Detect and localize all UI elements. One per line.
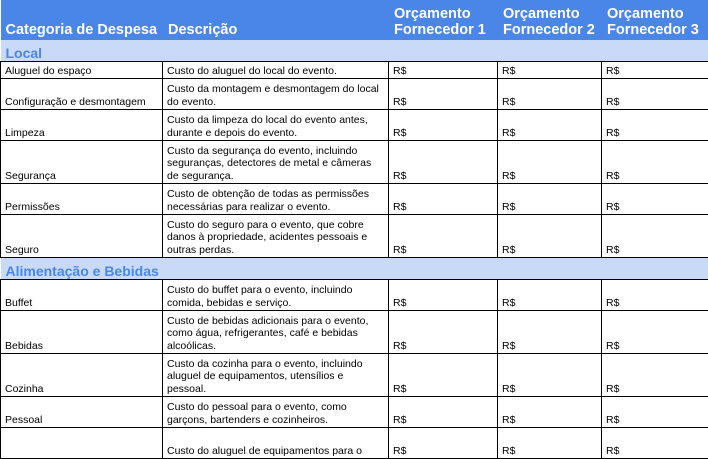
supplier-3-cell[interactable]: R$ [602,110,708,141]
supplier-2-cell[interactable]: R$ [498,397,602,428]
supplier-1-cell[interactable]: R$ [389,428,498,459]
supplier-2-cell[interactable]: R$ [498,62,602,79]
supplier-1-cell[interactable]: R$ [389,62,498,79]
description-cell[interactable]: Custo da montagem e desmontagem do local do evento. [163,79,389,110]
header-supplier-2[interactable]: Orçamento Fornecedor 2 [498,0,602,40]
category-cell[interactable]: Permissões [1,184,163,215]
supplier-1-cell[interactable]: R$ [389,354,498,397]
category-cell[interactable]: Pessoal [1,397,163,428]
supplier-3-cell[interactable]: R$ [602,354,708,397]
header-description[interactable]: Descrição [163,0,389,40]
header-supplier-1[interactable]: Orçamento Fornecedor 1 [389,0,498,40]
supplier-1-cell[interactable]: R$ [389,79,498,110]
supplier-3-cell[interactable]: R$ [602,62,708,79]
table-row [1,397,708,428]
supplier-3-cell[interactable]: R$ [602,428,708,459]
supplier-3-cell[interactable]: R$ [602,311,708,354]
description-cell[interactable]: Custo do aluguel de equipamentos para o [163,428,389,459]
table-row [1,79,708,110]
table-row [1,428,708,459]
table-row [1,110,708,141]
table-row [1,354,708,397]
table-row [1,215,708,258]
table-row [1,184,708,215]
description-cell[interactable]: Custo da segurança do evento, incluindo seguranças, detectores de metal e câmeras de segurança. [163,141,389,184]
supplier-2-cell[interactable]: R$ [498,311,602,354]
supplier-3-cell[interactable]: R$ [602,141,708,184]
table-row [1,280,708,311]
supplier-2-cell[interactable]: R$ [498,79,602,110]
description-cell[interactable]: Custo de obtenção de todas as permissões necessárias para realizar o evento. [163,184,389,215]
supplier-1-cell[interactable]: R$ [389,110,498,141]
table-row [1,311,708,354]
section-row [1,40,708,62]
supplier-3-cell[interactable]: R$ [602,280,708,311]
header-category[interactable]: Categoria de Despesa [1,0,163,40]
supplier-2-cell[interactable]: R$ [498,141,602,184]
table-row [1,141,708,184]
category-cell[interactable]: Limpeza [1,110,163,141]
supplier-3-cell[interactable]: R$ [602,79,708,110]
supplier-3-cell[interactable]: R$ [602,397,708,428]
section-row [1,258,708,280]
supplier-2-cell[interactable]: R$ [498,215,602,258]
description-cell[interactable]: Custo de bebidas adicionais para o evento, como água, refrigerantes, café e bebidas alcoólicas. [163,311,389,354]
category-cell[interactable]: Buffet [1,280,163,311]
category-cell[interactable]: Configuração e desmontagem [1,79,163,110]
supplier-2-cell[interactable]: R$ [498,184,602,215]
description-cell[interactable]: Custo do buffet para o evento, incluindo comida, bebidas e serviço. [163,280,389,311]
supplier-1-cell[interactable]: R$ [389,215,498,258]
description-cell[interactable]: Custo do seguro para o evento, que cobre danos à propriedade, acidentes pessoais e outras perdas. [163,215,389,258]
header-row [1,0,708,40]
section-title[interactable]: Local [1,40,708,62]
category-cell[interactable]: Bebidas [1,311,163,354]
supplier-3-cell[interactable]: R$ [602,184,708,215]
section-title[interactable]: Alimentação e Bebidas [1,258,708,280]
supplier-1-cell[interactable]: R$ [389,397,498,428]
supplier-2-cell[interactable]: R$ [498,354,602,397]
table-row [1,62,708,79]
description-cell[interactable]: Custo da cozinha para o evento, incluindo aluguel de equipamentos, utensílios e pessoal. [163,354,389,397]
header-supplier-3[interactable]: Orçamento Fornecedor 3 [602,0,708,40]
category-cell[interactable]: Seguro [1,215,163,258]
supplier-1-cell[interactable]: R$ [389,311,498,354]
supplier-3-cell[interactable]: R$ [602,215,708,258]
supplier-2-cell[interactable]: R$ [498,110,602,141]
category-cell[interactable] [1,428,163,459]
supplier-1-cell[interactable]: R$ [389,280,498,311]
category-cell[interactable]: Cozinha [1,354,163,397]
supplier-2-cell[interactable]: R$ [498,428,602,459]
supplier-1-cell[interactable]: R$ [389,184,498,215]
supplier-2-cell[interactable]: R$ [498,280,602,311]
supplier-1-cell[interactable]: R$ [389,141,498,184]
description-cell[interactable]: Custo da limpeza do local do evento antes, durante e depois do evento. [163,110,389,141]
category-cell[interactable]: Segurança [1,141,163,184]
description-cell[interactable]: Custo do pessoal para o evento, como garçons, bartenders e cozinheiros. [163,397,389,428]
category-cell[interactable]: Aluguel do espaço [1,62,163,79]
description-cell[interactable]: Custo do aluguel do local do evento. [163,62,389,79]
